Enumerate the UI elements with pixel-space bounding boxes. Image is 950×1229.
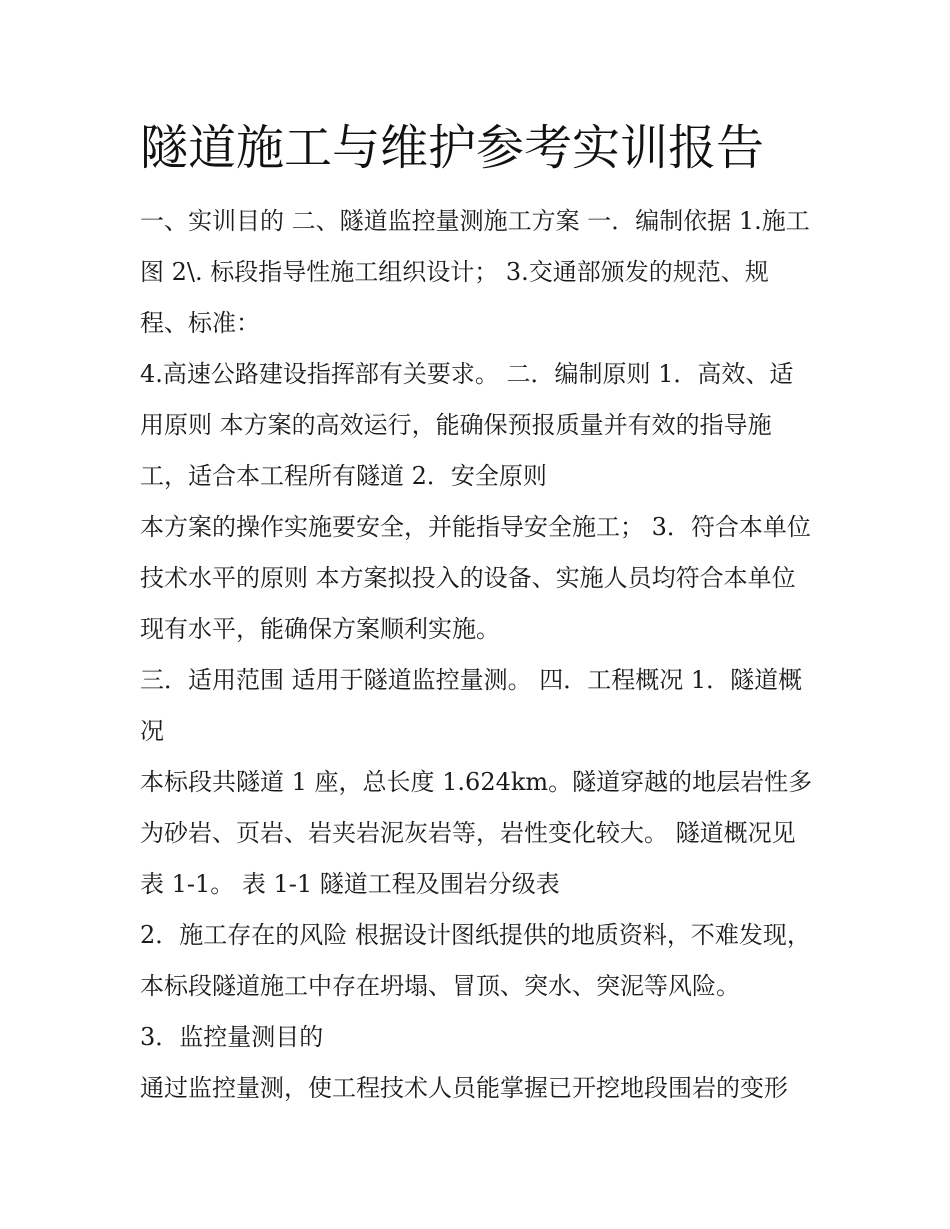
paragraph-compilation-basis: 一、实训目的 二、隧道监控量测施工方案 一．编制依据 1.施工图 2\. 标段指导性施工组织设计； 3.交通部颁发的规范、规程、标准： [140, 207, 810, 337]
paragraph-construction-risks: 2．施工存在的风险 根据设计图纸提供的地质资料，不难发现，本标段隧道施工中存在坍塌、冒顶、突水、突泥等风险。 [140, 921, 811, 1000]
document-title: 隧道施工与维护参考实训报告 [140, 120, 765, 176]
paragraph-monitoring-purpose-heading: 3．监控量测目的 [140, 1023, 324, 1051]
paragraph-monitoring-purpose: 通过监控量测，使工程技术人员能掌握已开挖地段围岩的变形 [140, 1074, 788, 1102]
paragraph-scope: 三．适用范围 适用于隧道监控量测。 四．工程概况 1．隧道概况 [140, 666, 803, 745]
paragraph-tunnel-overview: 本标段共隧道 1 座，总长度 1.624km。隧道穿越的地层岩性多为砂岩、页岩、岩夹岩泥灰岩等，岩性变化较大。 隧道概况见表 1-1。 表 1-1 隧道工程及围岩分级表 [140, 768, 813, 898]
document-body [140, 196, 815, 1114]
paragraph-safety-principle: 本方案的操作实施要安全，并能指导安全施工； 3．符合本单位技术水平的原则 本方案拟投入的设备、实施人员均符合本单位现有水平，能确保方案顺利实施。 [140, 513, 811, 643]
paragraph-compilation-principles: 4.高速公路建设指挥部有关要求。 二．编制原则 1．高效、适用原则 本方案的高效运行，能确保预报质量并有效的指导施工，适合本工程所有隧道 2．安全原则 [140, 360, 794, 490]
